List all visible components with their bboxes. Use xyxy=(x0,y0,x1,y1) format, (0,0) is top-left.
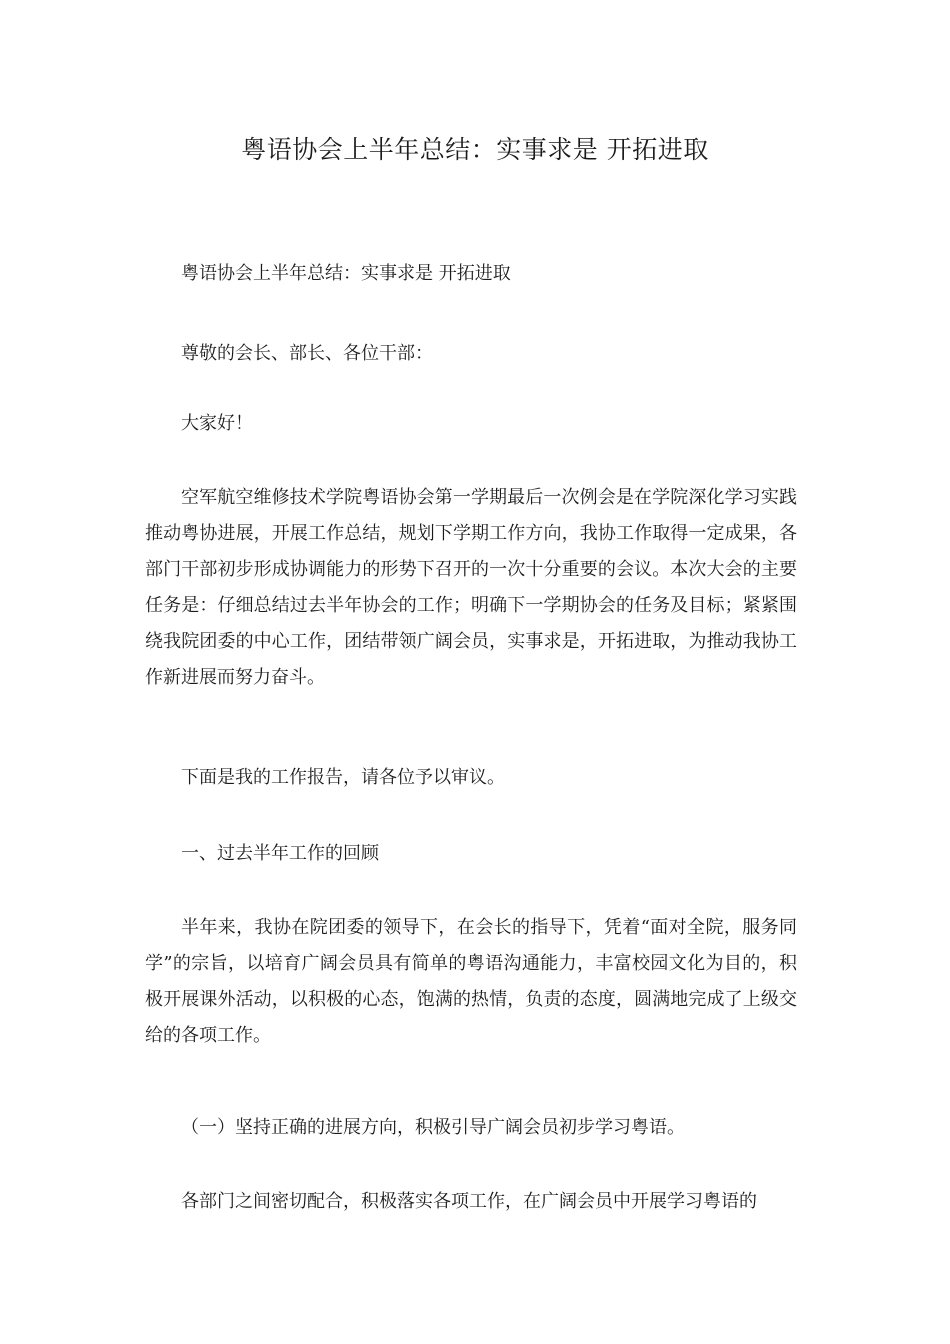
report-intro-paragraph: 下面是我的工作报告，请各位予以审议。 xyxy=(181,767,505,788)
body-paragraph: 各部门之间密切配合，积极落实各项工作，在广阔会员中开展学习粤语的 xyxy=(181,1191,757,1212)
subtitle-paragraph: 粤语协会上半年总结：实事求是 开拓进取 xyxy=(181,263,511,284)
section-heading-1: 一、过去半年工作的回顾 xyxy=(181,843,379,864)
review-paragraph: 半年来，我协在院团委的领导下，在会长的指导下，凭着“面对全院，服务同学”的宗旨，以培育广阔会员具有简单的粤语沟通能力，丰富校园文化为目的，积极开展课外活动，以积极的心态，饱满的热情，负责的态度，圆满地完成了上级交给的各项工作。 xyxy=(145,917,797,1046)
salutation-paragraph: 尊敬的会长、部长、各位干部： xyxy=(181,343,433,364)
subsection-heading-1: （一）坚持正确的进展方向，积极引导广阔会员初步学习粤语。 xyxy=(181,1117,685,1138)
document-title: 粤语协会上半年总结：实事求是 开拓进取 xyxy=(241,135,709,164)
intro-paragraph: 空军航空维修技术学院粤语协会第一学期最后一次例会是在学院深化学习实践推动粤协进展，开展工作总结，规划下学期工作方向，我协工作取得一定成果，各部门干部初步形成协调能力的形势下召开的一次十分重要的会议。本次大会的主要任务是：仔细总结过去半年协会的工作；明确下一学期协会的任务及目标；紧紧围绕我院团委的中心工作，团结带领广阔会员，实事求是，开拓进取，为推动我协工作新进展而努力奋斗。 xyxy=(145,487,797,688)
greeting-paragraph: 大家好！ xyxy=(181,413,253,434)
